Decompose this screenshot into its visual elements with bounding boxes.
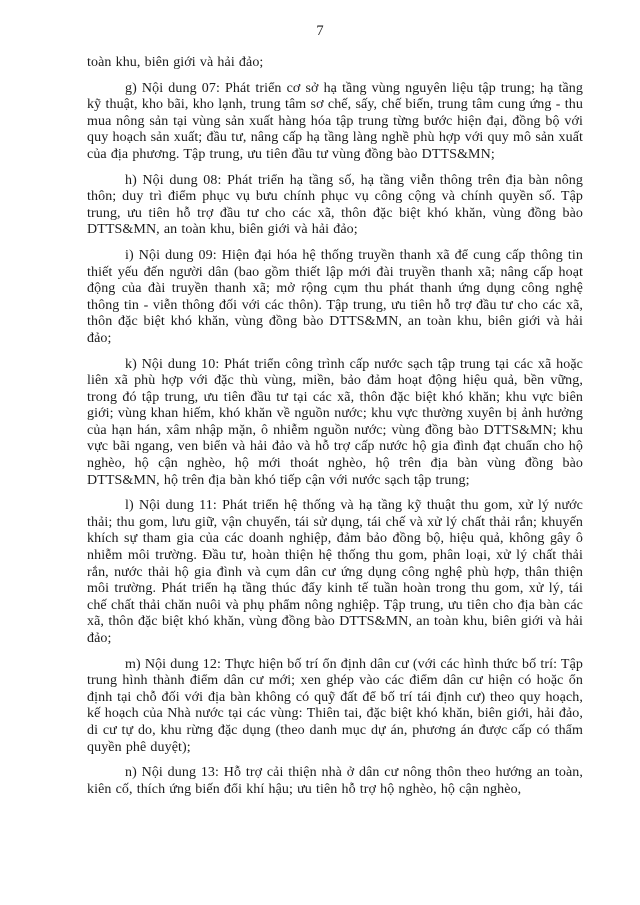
document-body bbox=[87, 55, 583, 807]
paragraph-i-noi-dung-09: i) Nội dung 09: Hiện đại hóa hệ thống truyền thanh xã để cung cấp thông tin thiết yếu đến người dân (bao gồm thiết lập mới đài truyền thanh xã; nâng cấp hoạt động của đài truyền thanh xã; mở rộng cụm thu phát thanh ứng dụng công nghệ thông tin - viễn thông đối với các thôn). Tập trung, ưu tiên hỗ trợ đầu tư cho các xã, thôn đặc biệt khó khăn, vùng đồng bào DTTS&MN, an toàn khu, biên giới và hải đảo; bbox=[87, 247, 583, 346]
paragraph-h-noi-dung-08: h) Nội dung 08: Phát triển hạ tầng số, hạ tầng viễn thông trên địa bàn nông thôn; duy trì điểm phục vụ bưu chính phục vụ công cộng và chính quyền số. Tập trung, ưu tiên hỗ trợ đầu tư cho các xã, thôn đặc biệt khó khăn, vùng đồng bào DTTS&MN, an toàn khu, biên giới và hải đảo; bbox=[87, 172, 583, 238]
paragraph-l-noi-dung-11: l) Nội dung 11: Phát triển hệ thống và hạ tầng kỹ thuật thu gom, xử lý nước thải; thu gom, lưu giữ, vận chuyển, tái sử dụng, tái chế và xử lý chất thải rắn; khuyến khích sự tham gia của các doanh nghiệp, đảm bảo đồng bộ, hiệu quả, không gây ô nhiễm môi trường. Đầu tư, hoàn thiện hệ thống thu gom, phân loại, xử lý chất thải rắn, nước thải hộ gia đình và cụm dân cư ứng dụng công nghệ phù hợp, thân thiện môi trường. Phát triển hạ tầng thúc đẩy kinh tế tuần hoàn trong thu gom, xử lý, tái chế chất thải chăn nuôi và phụ phẩm nông nghiệp. Tập trung, ưu tiên cho địa bàn các xã, thôn đặc biệt khó khăn, vùng đồng bào DTTS&MN, an toàn khu, biên giới và hải đảo; bbox=[87, 498, 583, 646]
paragraph-m-noi-dung-12: m) Nội dung 12: Thực hiện bố trí ổn định dân cư (với các hình thức bố trí: Tập trung hình thành điểm dân cư mới; xen ghép vào các điểm dân cư hiện có hoặc ổn định tại chỗ đối với địa bàn không có quỹ đất để bố trí tái định cư) theo quy hoạch, kế hoạch của Nhà nước tại các vùng: Thiên tai, đặc biệt khó khăn, biên giới, hải đảo, di cư tự do, khu rừng đặc dụng (theo danh mục dự án, phương án được cấp có thẩm quyền phê duyệt); bbox=[87, 656, 583, 755]
paragraph-k-noi-dung-10: k) Nội dung 10: Phát triển công trình cấp nước sạch tập trung tại các xã hoặc liên xã phù hợp với đặc thù vùng, miền, bảo đảm hoạt động hiệu quả, bền vững, trong đó tập trung, ưu tiên đầu tư tại các xã, thôn đặc biệt khó khăn; khu vực biên giới; vùng khan hiếm, khó khăn về nguồn nước; khu vực thường xuyên bị ảnh hưởng của hạn hán, xâm nhập mặn, ô nhiễm nguồn nước; vùng đồng bào DTTS&MN; khu vực bãi ngang, ven biển và hải đảo và hỗ trợ cấp nước hộ gia đình đạt chuẩn cho hộ nghèo, hộ cận nghèo, hộ mới thoát nghèo, hộ trên địa bàn vùng đồng bào DTTS&MN, hộ trên địa bàn khó tiếp cận với nước sạch tập trung; bbox=[87, 356, 583, 488]
paragraph-n-noi-dung-13: n) Nội dung 13: Hỗ trợ cải thiện nhà ở dân cư nông thôn theo hướng an toàn, kiên cố, thích ứng biến đổi khí hậu; ưu tiên hỗ trợ hộ nghèo, hộ cận nghèo, bbox=[87, 765, 583, 797]
paragraph-g-noi-dung-07: g) Nội dung 07: Phát triển cơ sở hạ tầng vùng nguyên liệu tập trung; hạ tầng kỹ thuật, kho bãi, kho lạnh, trung tâm sơ chế, sấy, chế biến, trung tâm cung ứng - thu mua nông sản tại vùng sản xuất hàng hóa tập trung từng bước hiện đại, đồng bộ với quy hoạch sản xuất; đầu tư, nâng cấp hạ tầng làng nghề phù hợp với quy mô sản xuất của địa phương. Tập trung, ưu tiên đầu tư vùng đồng bào DTTS&MN; bbox=[87, 80, 583, 162]
paragraph-continuation: toàn khu, biên giới và hải đảo; bbox=[87, 55, 264, 70]
page-number: 7 bbox=[316, 23, 324, 39]
